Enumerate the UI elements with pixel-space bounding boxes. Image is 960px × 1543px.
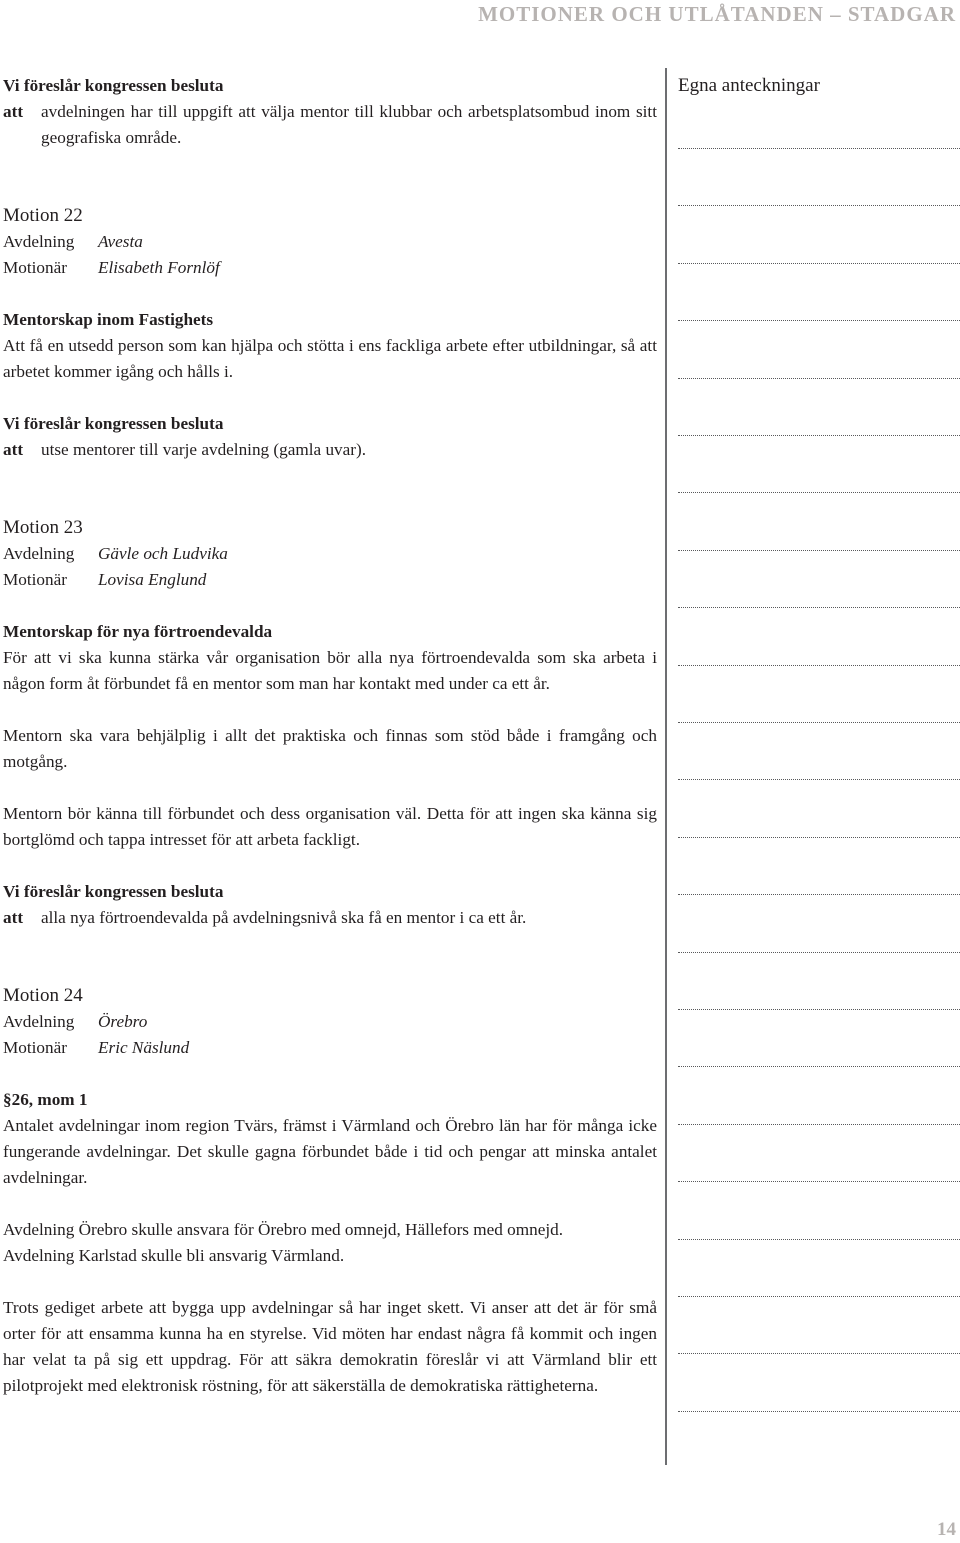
- att-clause: [3, 99, 657, 151]
- avdelning-value: Avesta: [98, 232, 143, 251]
- motion-subject: Mentorskap inom Fastighets: [3, 310, 214, 329]
- note-line: [678, 1411, 960, 1412]
- avdelning-row: [3, 541, 657, 567]
- propose-heading: Vi föreslår kongressen besluta: [3, 882, 224, 901]
- motionar-row: [3, 567, 657, 593]
- note-line: [678, 550, 960, 551]
- note-line: [678, 378, 960, 379]
- motionar-label: Motionär: [3, 1038, 67, 1057]
- motion-paragraph: Trots gediget arbete att bygga upp avdelningar så har inget skett. Vi anser att det är för små orter för att ensamma kunna ha en styrelse. Vid möten har endast några få kommit och ingen har velat ta på sig ett uppdrag. För att säkra demokratin föreslår vi att Värmland blir ett pilotprojekt med elektronisk röstning, för att säkerställa de demokratiska rättigheterna.: [3, 1298, 657, 1395]
- note-line: [678, 1124, 960, 1125]
- propose-heading: Vi föreslår kongressen besluta: [3, 76, 224, 95]
- note-line: [678, 148, 960, 149]
- running-header: MOTIONER OCH UTLÅTANDEN – STADGAR: [478, 2, 956, 26]
- motionar-row: [3, 255, 657, 281]
- motion-23: [3, 515, 657, 931]
- note-line: [678, 722, 960, 723]
- att-label: att: [3, 102, 24, 121]
- note-line: [678, 1009, 960, 1010]
- note-line: [678, 1181, 960, 1182]
- motion-subject: Mentorskap för nya förtroendevalda: [3, 622, 273, 641]
- motion-paragraph: Avdelning Karlstad skulle bli ansvarig Värmland.: [3, 1246, 345, 1265]
- motion-title: Motion 22: [3, 205, 83, 226]
- intro-resolution: [3, 73, 657, 151]
- motion-title: Motion 23: [3, 517, 83, 538]
- motionar-value: Elisabeth Fornlöf: [98, 258, 220, 277]
- note-line: [678, 952, 960, 953]
- att-label: att: [3, 908, 24, 927]
- note-line: [678, 837, 960, 838]
- motion-paragraph: För att vi ska kunna stärka vår organisation bör alla nya förtroendevalda som ska arbeta i någon form åt förbundet få en mentor som man har kontakt med under ca ett år.: [3, 648, 657, 693]
- att-text: utse mentorer till varje avdelning (gamla uvar).: [41, 440, 367, 459]
- note-line: [678, 607, 960, 608]
- note-line: [678, 492, 960, 493]
- att-clause: [3, 905, 657, 931]
- avdelning-label: Avdelning: [3, 544, 75, 563]
- note-line: [678, 1296, 960, 1297]
- motionar-label: Motionär: [3, 258, 67, 277]
- note-line: [678, 263, 960, 264]
- motion-subject: §26, mom 1: [3, 1090, 88, 1109]
- att-text: alla nya förtroendevalda på avdelningsnivå ska få en mentor i ca ett år.: [41, 908, 527, 927]
- page-number: 14: [937, 1519, 956, 1540]
- motion-paragraph: Mentorn bör känna till förbundet och dess organisation väl. Detta för att ingen ska känna sig bortglömd och tappa intresset för att arbeta fackligt.: [3, 804, 657, 849]
- motion-paragraph: Antalet avdelningar inom region Tvärs, främst i Värmland och Örebro län har för många icke fungerande avdelningar. Det skulle gagna förbundet både i tid och pengar att minska antalet avdelningar.: [3, 1116, 657, 1187]
- motion-title: Motion 24: [3, 985, 83, 1006]
- note-line: [678, 320, 960, 321]
- motion-paragraph: Att få en utsedd person som kan hjälpa och stötta i ens fackliga arbete efter utbildningar, så att arbetet kommer igång och hålls i.: [3, 336, 657, 381]
- note-line: [678, 665, 960, 666]
- column-divider: [665, 68, 667, 1465]
- note-line: [678, 779, 960, 780]
- notes-title: Egna anteckningar: [678, 75, 820, 96]
- note-line: [678, 894, 960, 895]
- avdelning-label: Avdelning: [3, 1012, 75, 1031]
- motion-24: [3, 983, 657, 1399]
- avdelning-row: [3, 1009, 657, 1035]
- avdelning-value: Örebro: [98, 1012, 148, 1031]
- avdelning-label: Avdelning: [3, 232, 75, 251]
- motionar-value: Eric Näslund: [98, 1038, 190, 1057]
- propose-heading: Vi föreslår kongressen besluta: [3, 414, 224, 433]
- note-line: [678, 1239, 960, 1240]
- note-line: [678, 1353, 960, 1354]
- att-label: att: [3, 440, 24, 459]
- note-line: [678, 435, 960, 436]
- motion-22: [3, 203, 657, 463]
- att-text: avdelningen har till uppgift att välja mentor till klubbar och arbetsplatsombud inom sitt geografiska område.: [41, 102, 657, 147]
- motionar-value: Lovisa Englund: [98, 570, 207, 589]
- note-line: [678, 205, 960, 206]
- avdelning-value: Gävle och Ludvika: [98, 544, 228, 563]
- note-line: [678, 1066, 960, 1067]
- motion-paragraph: Mentorn ska vara behjälplig i allt det praktiska och finnas som stöd både i framgång och motgång.: [3, 726, 657, 771]
- motionar-label: Motionär: [3, 570, 67, 589]
- main-column: [3, 73, 657, 1399]
- motionar-row: [3, 1035, 657, 1061]
- avdelning-row: [3, 229, 657, 255]
- att-clause: [3, 437, 657, 463]
- motion-paragraph: Avdelning Örebro skulle ansvara för Örebro med omnejd, Hällefors med omnejd.: [3, 1220, 564, 1239]
